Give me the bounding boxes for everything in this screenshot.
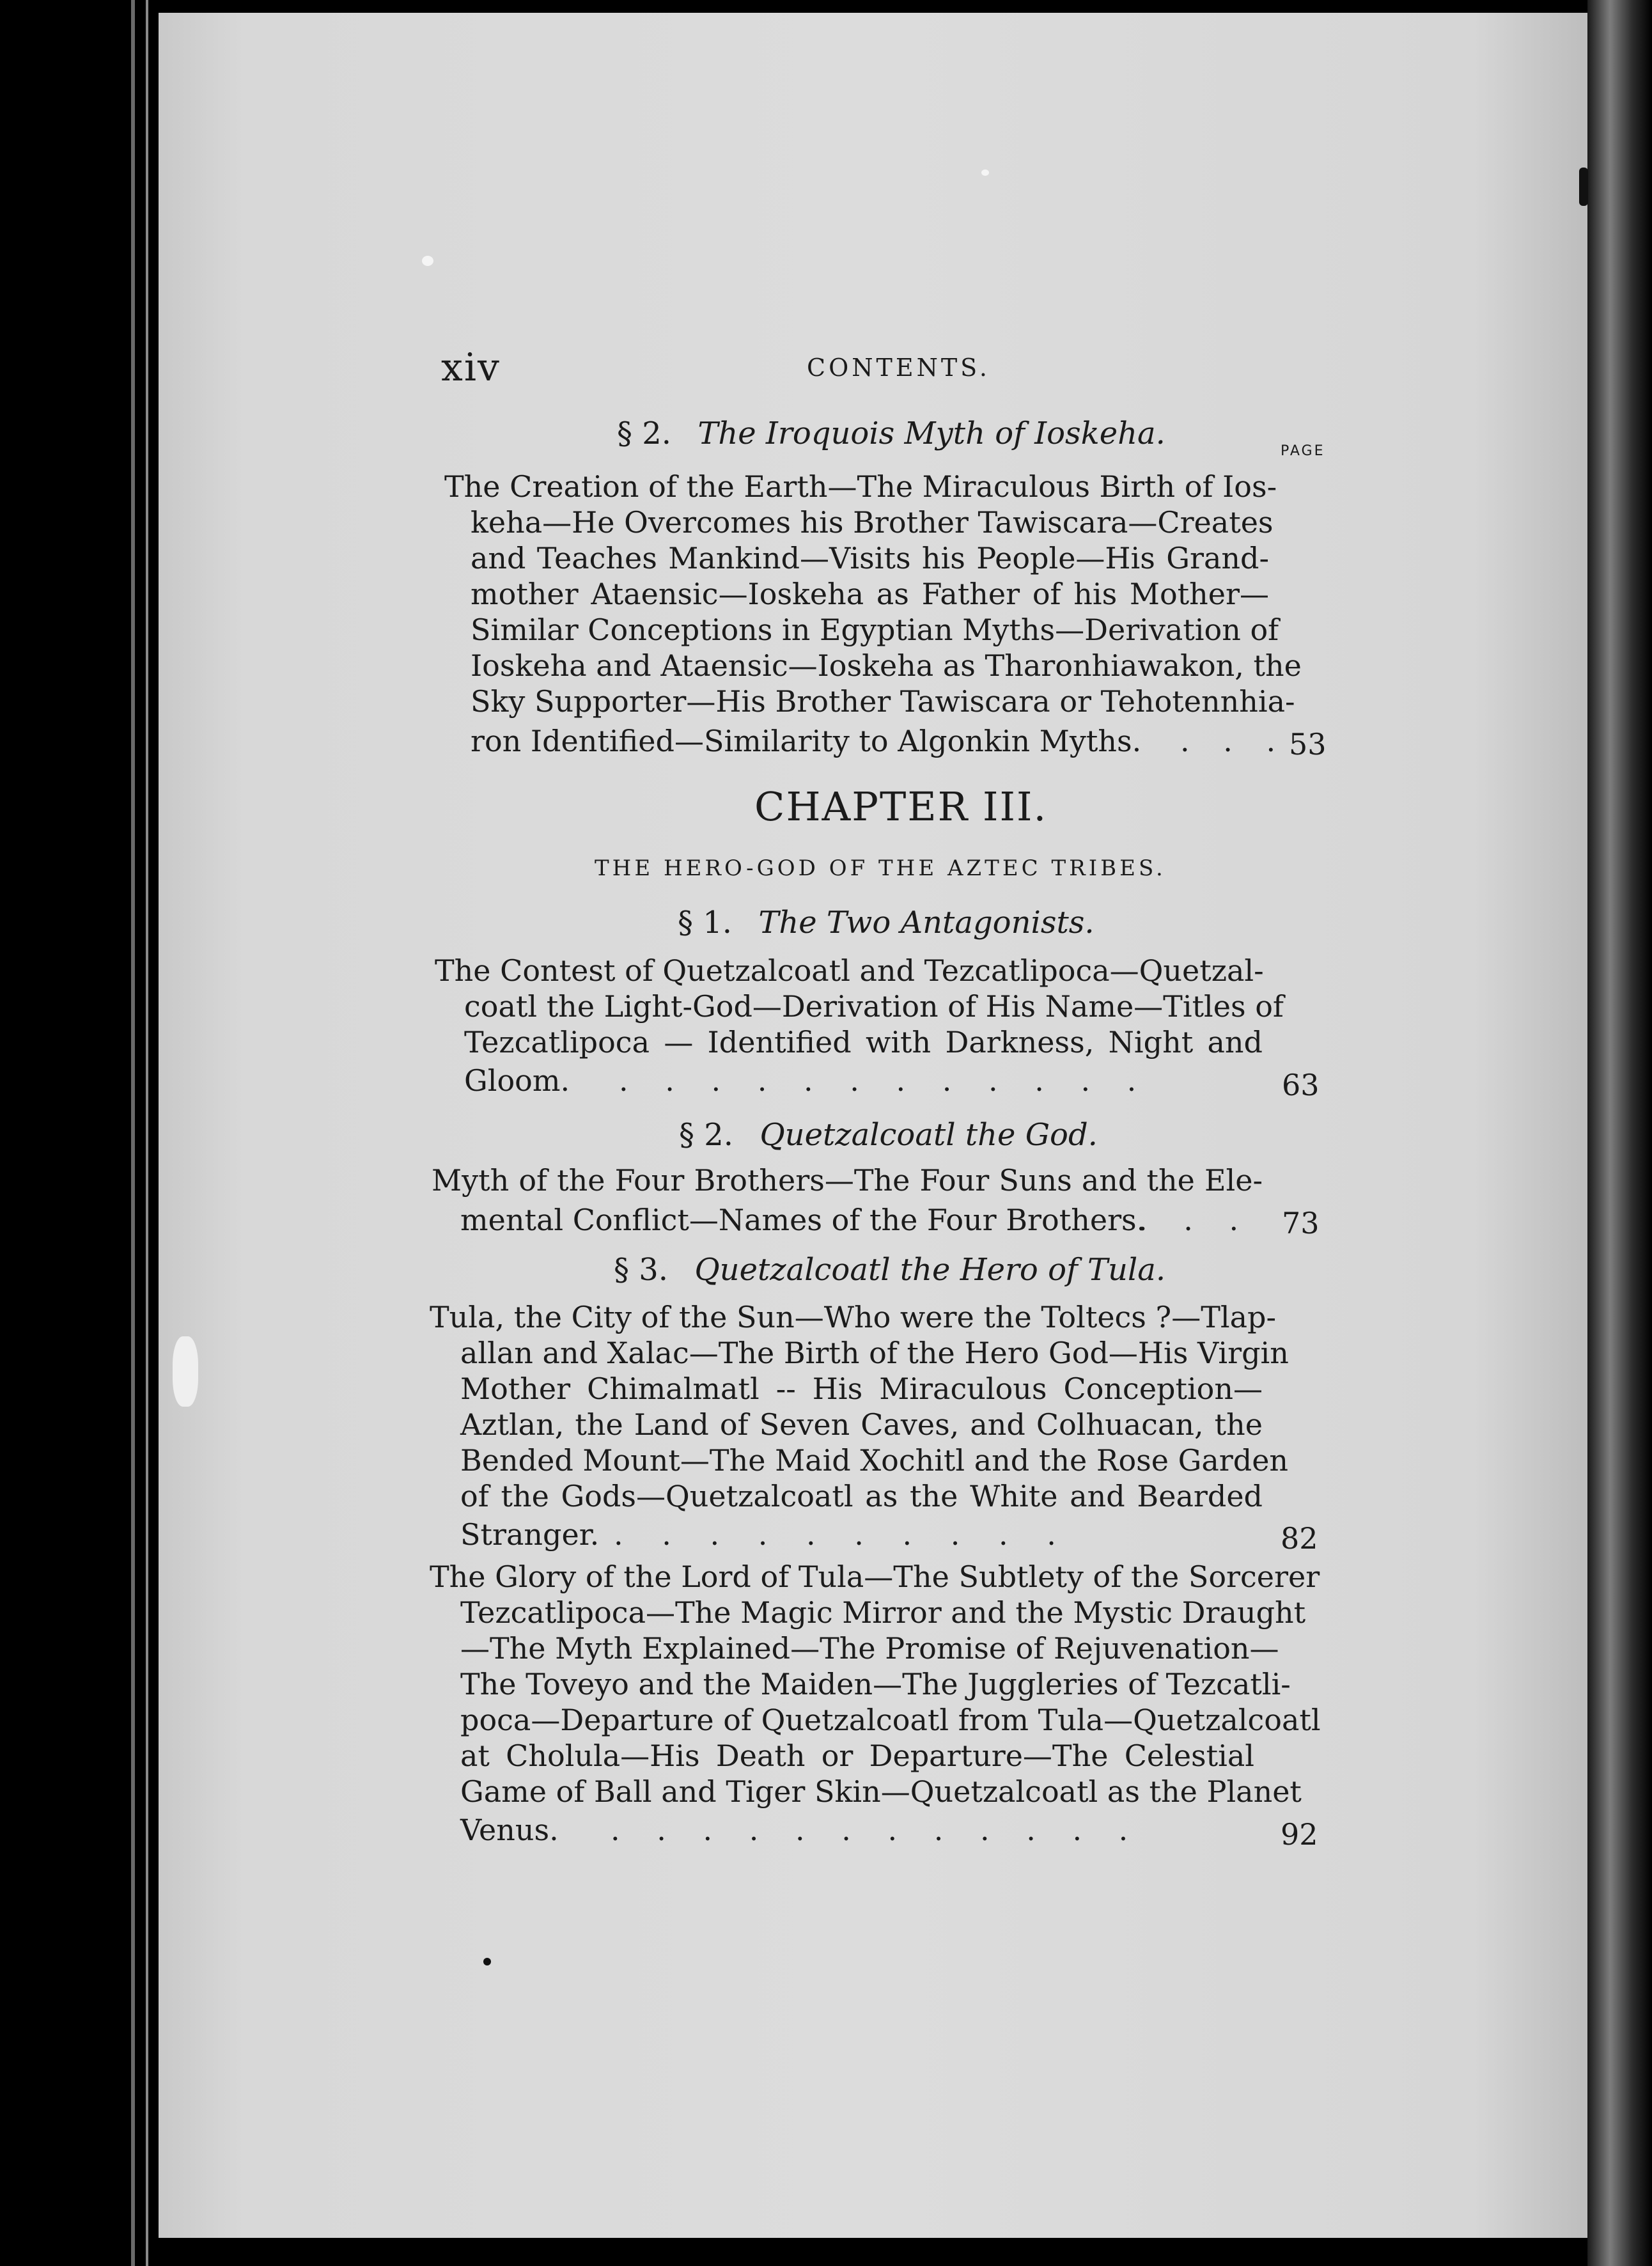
section-heading-god (679, 1117, 1098, 1153)
toc-line: ron Identified—Similarity to Algonkin Myths. (471, 724, 1142, 758)
page-number: 63 (1282, 1068, 1320, 1102)
scan-speck (173, 1336, 198, 1407)
toc-line: —The Myth Explained—The Promise of Rejuvenation— (460, 1631, 1279, 1666)
toc-line: Game of Ball and Tiger Skin—Quetzalcoatl as the Planet (460, 1774, 1302, 1809)
toc-line: Aztlan, the Land of Seven Caves, and Colhuacan, the (460, 1407, 1263, 1442)
running-title: CONTENTS. (807, 354, 990, 382)
toc-line: keha—He Overcomes his Brother Tawiscara—Creates (471, 505, 1274, 540)
dot-leader: . . . (1180, 724, 1276, 758)
section-title: The Iroquois Myth of Ioskeha. (697, 416, 1165, 451)
toc-line: mental Conflict—Names of the Four Brothers. (460, 1203, 1146, 1237)
chapter-subtitle: THE HERO-GOD OF THE AZTEC TRIBES. (595, 856, 1166, 881)
toc-line: The Toveyo and the Maiden—The Juggleries of Tezcatli- (460, 1667, 1291, 1701)
toc-line: poca—Departure of Quetzalcoatl from Tula—Quetzalcoatl (460, 1703, 1321, 1737)
section-heading-antagonists (678, 905, 1095, 941)
ink-dot (483, 1958, 491, 1965)
section-number: § 2. (679, 1117, 734, 1153)
toc-line: Tezcatlipoca — Identified with Darkness, Night and (464, 1025, 1263, 1059)
toc-line: Stranger. (460, 1517, 600, 1552)
scan-speck (981, 169, 989, 176)
dot-leader: . . . . . . . . . . (614, 1517, 1056, 1552)
toc-line: Venus. (460, 1813, 559, 1847)
ink-mark (1579, 168, 1588, 206)
section-heading-tula (614, 1252, 1165, 1288)
page-number: 73 (1282, 1206, 1320, 1240)
toc-line: and Teaches Mankind—Visits his People—His Grand- (471, 541, 1269, 575)
page-folio: xiv (441, 345, 501, 390)
section-title: Quetzalcoatl the God. (760, 1117, 1098, 1153)
toc-line: The Glory of the Lord of Tula—The Subtlety of the Sorcerer (430, 1559, 1320, 1594)
toc-line: mother Ataensic—Ioskeha as Father of his Mother— (471, 577, 1269, 611)
dot-leader: . . . (1138, 1203, 1239, 1237)
section-title: The Two Antagonists. (758, 905, 1095, 941)
dot-leader: . . . . . . . . . . . . (611, 1813, 1128, 1847)
section-number: § 1. (678, 905, 733, 941)
scan-speck (422, 256, 433, 266)
toc-line: Sky Supporter—His Brother Tawiscara or Tehotennhia- (471, 684, 1295, 719)
toc-line: Tula, the City of the Sun—Who were the Toltecs ?—Tlap- (430, 1300, 1277, 1334)
toc-line: The Creation of the Earth—The Miraculous Birth of Ios- (444, 469, 1277, 504)
section-heading-iroquois (617, 416, 1165, 451)
dot-leader: . . . . . . . . . . . . (619, 1063, 1137, 1098)
chapter-heading: CHAPTER III. (754, 783, 1048, 830)
toc-line: Mother Chimalmatl -- His Miraculous Conception— (460, 1371, 1263, 1406)
toc-line: coatl the Light-God—Derivation of His Name—Titles of (464, 989, 1284, 1024)
toc-line: Bended Mount—The Maid Xochitl and the Rose Garden (460, 1443, 1289, 1478)
toc-line: allan and Xalac—The Birth of the Hero God—His Virgin (460, 1336, 1289, 1370)
toc-line: Similar Conceptions in Egyptian Myths—Derivation of (471, 613, 1279, 647)
section-title: Quetzalcoatl the Hero of Tula. (694, 1252, 1166, 1288)
section-number: § 2. (617, 416, 672, 451)
toc-line: of the Gods—Quetzalcoatl as the White and Bearded (460, 1479, 1263, 1513)
toc-line: The Contest of Quetzalcoatl and Tezcatlipoca—Quetzal- (435, 953, 1264, 988)
toc-line: Tezcatlipoca—The Magic Mirror and the Mystic Draught (460, 1595, 1306, 1630)
page-column-label: PAGE (1281, 443, 1325, 459)
page-number: 92 (1281, 1817, 1318, 1852)
page-number: 53 (1289, 727, 1327, 762)
page-number: 82 (1281, 1521, 1318, 1556)
toc-line: at Cholula—His Death or Departure—The Celestial (460, 1739, 1254, 1773)
section-number: § 3. (614, 1252, 669, 1288)
toc-line: Gloom. (464, 1063, 570, 1098)
toc-line: Ioskeha and Ataensic—Ioskeha as Tharonhiawakon, the (471, 648, 1302, 683)
toc-line: Myth of the Four Brothers—The Four Suns and the Ele- (432, 1163, 1263, 1198)
